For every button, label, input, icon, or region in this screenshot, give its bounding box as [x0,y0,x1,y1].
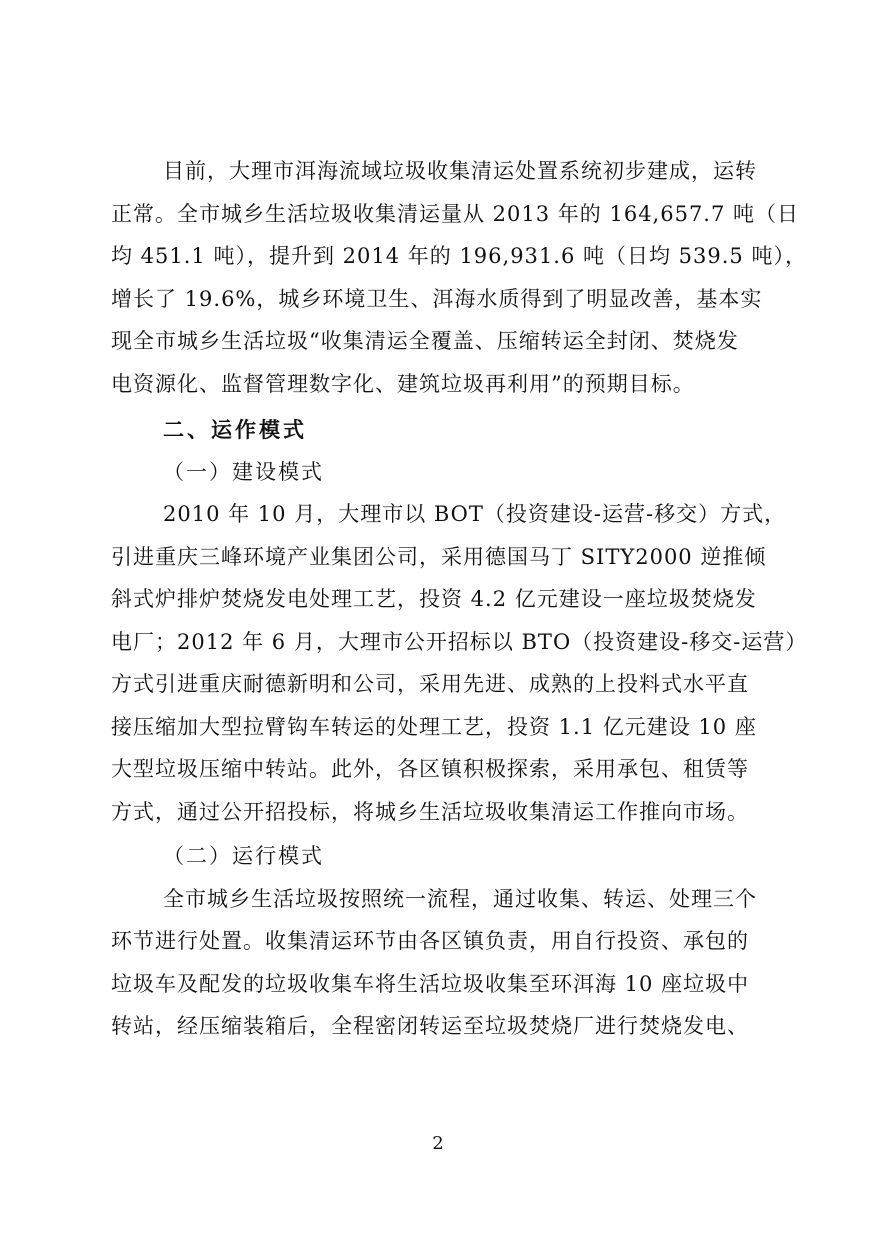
subsection-heading: （一）建设模式 [163,460,324,484]
paragraph-line: 方式，通过公开招投标，将城乡生活垃圾收集清运工作推向市场。 [111,800,749,824]
paragraph-line: 电资源化、监督管理数字化、建筑垃圾再利用”的预期目标。 [111,372,695,396]
paragraph-line: 方式引进重庆耐德新明和公司，采用先进、成熟的上投料式水平直 [111,672,749,696]
page-number: 2 [432,1133,444,1154]
paragraph-line: 垃圾车及配发的垃圾收集车将生活垃圾收集至环洱海 10 座垃圾中 [111,972,750,996]
paragraph-line: 目前，大理市洱海流域垃圾收集清运处置系统初步建成，运转 [163,159,757,183]
paragraph-line: 转站，经压缩装箱后，全程密闭转运至垃圾焚烧厂进行焚烧发电、 [111,1014,749,1038]
subsection-heading: （二）运行模式 [163,844,324,868]
paragraph-line: 大型垃圾压缩中转站。此外，各区镇积极探索，采用承包、租赁等 [111,757,749,781]
paragraph-line: 引进重庆三峰环境产业集团公司，采用德国马丁 SITY2000 逆推倾 [111,545,767,569]
paragraph-line: 全市城乡生活垃圾按照统一流程，通过收集、转运、处理三个 [163,887,757,911]
paragraph-line: 增长了 19.6%，城乡环境卫生、洱海水质得到了明显改善，基本实 [111,287,763,311]
paragraph-line: 环节进行处置。收集清运环节由各区镇负责，用自行投资、承包的 [111,929,749,953]
paragraph-line: 正常。全市城乡生活垃圾收集清运量从 2013 年的 164,657.7 吨（日 [111,202,800,226]
section-heading: 二、运作模式 [163,418,307,442]
paragraph-line: 斜式炉排炉焚烧发电处理工艺，投资 4.2 亿元建设一座垃圾焚烧发 [111,587,757,611]
paragraph-line: 现全市城乡生活垃圾“收集清运全覆盖、压缩转运全封闭、焚烧发 [111,329,739,353]
paragraph-line: 均 451.1 吨），提升到 2014 年的 196,931.6 吨（日均 539.5 吨）， [111,244,807,268]
paragraph-line: 接压缩加大型拉臂钩车转运的处理工艺，投资 1.1 亿元建设 10 座 [111,715,757,739]
paragraph-line: 电厂；2012 年 6 月，大理市公开招标以 BTO（投资建设-移交-运营） [111,630,808,654]
paragraph-line: 2010 年 10 月，大理市以 BOT（投资建设-运营-移交）方式， [163,502,787,526]
